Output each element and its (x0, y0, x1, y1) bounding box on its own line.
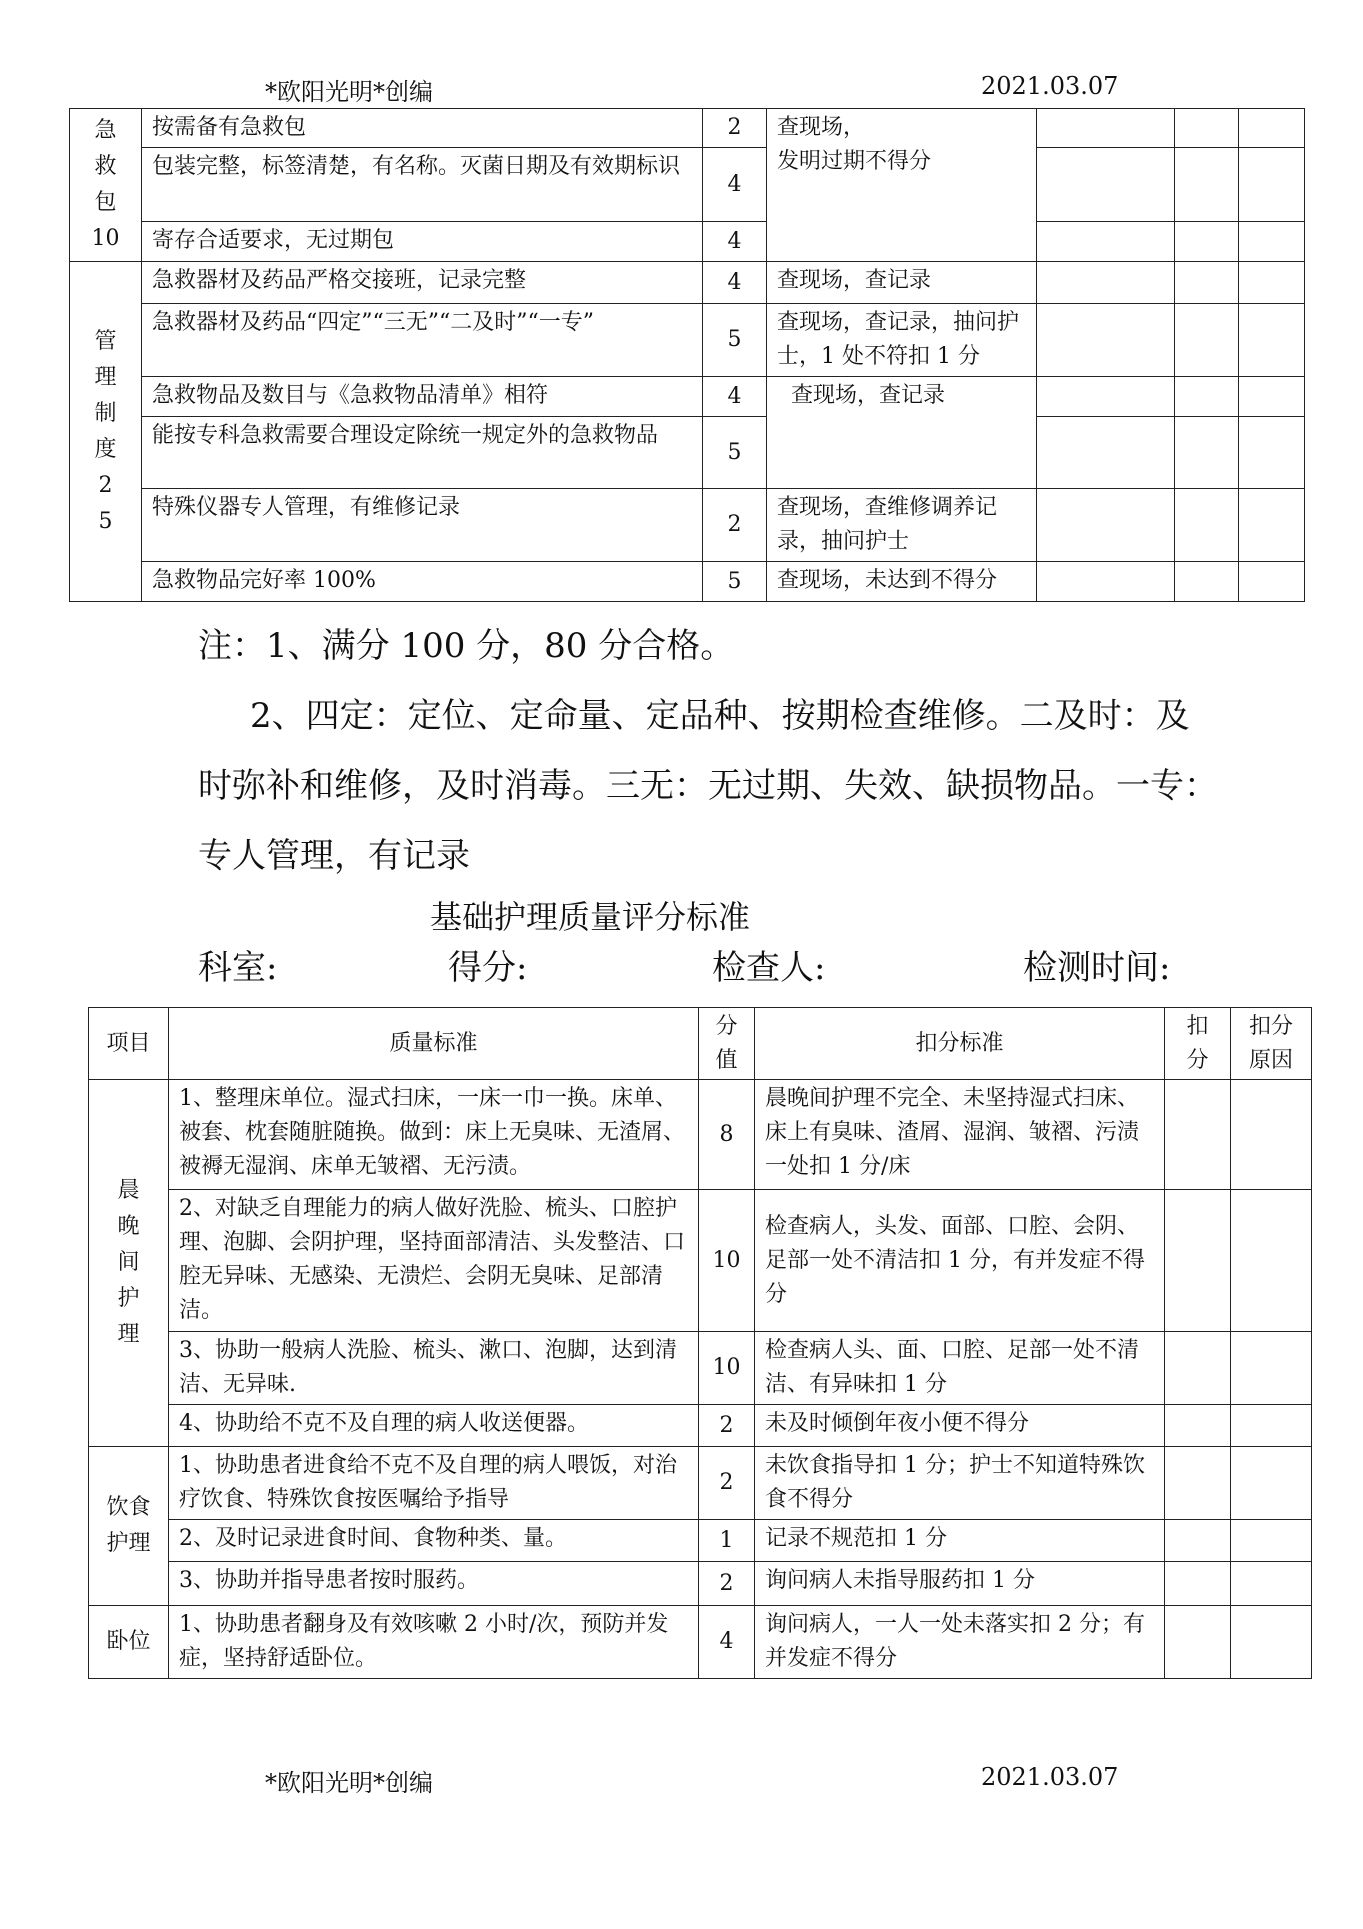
category-morning-evening: 晨 晚 间 护 理 (89, 1080, 169, 1447)
deduct-cell: 检查病人头、面、口腔、足部一处不清洁、有异味扣 1 分 (755, 1332, 1165, 1405)
deduct-cell: 询问病人未指导服药扣 1 分 (755, 1562, 1165, 1606)
category-first-aid-kit: 急 救 包 10 (70, 109, 142, 262)
score-cell: 2 (699, 1562, 755, 1606)
score-cell: 8 (699, 1080, 755, 1190)
method-cell: 查现场，查记录，抽问护士，1 处不符扣 1 分 (767, 304, 1037, 377)
method-cell: 查现场，未达到不得分 (767, 562, 1037, 602)
time-label: 检测时间: (1023, 948, 1171, 988)
score-cell: 4 (703, 377, 767, 417)
score-cell: 2 (699, 1405, 755, 1447)
deduct-cell: 未及时倾倒年夜小便不得分 (755, 1405, 1165, 1447)
score-cell: 2 (703, 489, 767, 562)
footer-author: *欧阳光明*创编 (265, 1769, 433, 1797)
head-reason: 扣分 原因 (1231, 1008, 1312, 1080)
item-cell: 急救物品完好率 100% (142, 562, 703, 602)
header-author: *欧阳光明*创编 (265, 78, 433, 106)
item-cell: 按需备有急救包 (142, 109, 703, 148)
note-line-1: 注：1、满分 100 分，80 分合格。 (198, 626, 735, 666)
standard-cell: 1、协助患者翻身及有效咳嗽 2 小时/次，预防并发症，坚持舒适卧位。 (169, 1606, 699, 1679)
item-cell: 包装完整，标签清楚，有名称。灭菌日期及有效期标识 (142, 148, 703, 222)
standard-cell: 1、整理床单位。湿式扫床，一床一巾一换。床单、被套、枕套随脏随换。做到：床上无臭味、无渣屑、被褥无湿润、床单无皱褶、无污渍。 (169, 1080, 699, 1190)
score-cell: 1 (699, 1520, 755, 1562)
deduct-cell: 记录不规范扣 1 分 (755, 1520, 1165, 1562)
head-item: 项目 (89, 1008, 169, 1080)
score-cell: 4 (703, 148, 767, 222)
deduct-cell: 询问病人，一人一处未落实扣 2 分；有并发症不得分 (755, 1606, 1165, 1679)
score-cell: 5 (703, 304, 767, 377)
deduct-cell: 未饮食指导扣 1 分；护士不知道特殊饮食不得分 (755, 1447, 1165, 1520)
item-cell: 特殊仪器专人管理，有维修记录 (142, 489, 703, 562)
note-line-3: 时弥补和维修，及时消毒。三无：无过期、失效、缺损物品。一专： (198, 766, 1218, 806)
note-line-4: 专人管理，有记录 (198, 836, 470, 876)
standard-cell: 4、协助给不克不及自理的病人收送便器。 (169, 1405, 699, 1447)
head-standard: 质量标准 (169, 1008, 699, 1080)
score-cell: 5 (703, 417, 767, 489)
method-cell: 查现场，查维修调养记录，抽问护士 (767, 489, 1037, 562)
standard-cell: 2、及时记录进食时间、食物种类、量。 (169, 1520, 699, 1562)
standard-cell: 2、对缺乏自理能力的病人做好洗脸、梳头、口腔护理、泡脚、会阴护理，坚持面部清洁、头发整洁、口腔无异味、无感染、无溃烂、会阴无臭味、足部清洁。 (169, 1190, 699, 1332)
head-deduct: 扣分标准 (755, 1008, 1165, 1080)
header-date: 2021.03.07 (981, 72, 1119, 100)
score-cell: 4 (703, 262, 767, 304)
head-score: 分 值 (699, 1008, 755, 1080)
score-cell: 10 (699, 1332, 755, 1405)
deduct-cell: 晨晚间护理不完全、未坚持湿式扫床、床上有臭味、渣屑、湿润、皱褶、污渍一处扣 1 分/床 (755, 1080, 1165, 1190)
emergency-table (69, 108, 1305, 602)
item-cell: 急救器材及药品严格交接班，记录完整 (142, 262, 703, 304)
score-cell: 4 (699, 1606, 755, 1679)
method-cell: 查现场，查记录 (767, 262, 1037, 304)
section-title: 基础护理质量评分标准 (430, 898, 751, 936)
item-cell: 急救物品及数目与《急救物品清单》相符 (142, 377, 703, 417)
standard-cell: 3、协助一般病人洗脸、梳头、漱口、泡脚，达到清洁、无异味. (169, 1332, 699, 1405)
score-cell: 2 (699, 1447, 755, 1520)
score-label: 得分: (448, 948, 528, 988)
method-cell: 查现场， 发明过期不得分 (767, 109, 1037, 262)
item-cell: 能按专科急救需要合理设定除统一规定外的急救物品 (142, 417, 703, 489)
score-cell: 4 (703, 222, 767, 262)
basic-nursing-table (88, 1007, 1312, 1679)
note-line-2: 2、四定：定位、定命量、定品种、按期检查维修。二及时：及 (250, 696, 1190, 736)
standard-cell: 1、协助患者进食给不克不及自理的病人喂饭，对治疗饮食、特殊饮食按医嘱给予指导 (169, 1447, 699, 1520)
standard-cell: 3、协助并指导患者按时服药。 (169, 1562, 699, 1606)
deduct-cell: 检查病人，头发、面部、口腔、会阴、足部一处不清洁扣 1 分，有并发症不得分 (755, 1190, 1165, 1332)
score-cell: 5 (703, 562, 767, 602)
inspector-label: 检查人: (712, 948, 826, 988)
score-cell: 2 (703, 109, 767, 148)
category-position: 卧位 (89, 1606, 169, 1679)
category-management: 管 理 制 度 2 5 (70, 262, 142, 602)
category-diet: 饮食 护理 (89, 1447, 169, 1606)
footer-date: 2021.03.07 (981, 1763, 1119, 1791)
item-cell: 急救器材及药品“四定”“三无”“二及时”“一专” (142, 304, 703, 377)
head-ded: 扣 分 (1165, 1008, 1231, 1080)
dept-label: 科室: (198, 948, 278, 988)
method-cell: 查现场，查记录 (767, 377, 1037, 489)
item-cell: 寄存合适要求，无过期包 (142, 222, 703, 262)
score-cell: 10 (699, 1190, 755, 1332)
